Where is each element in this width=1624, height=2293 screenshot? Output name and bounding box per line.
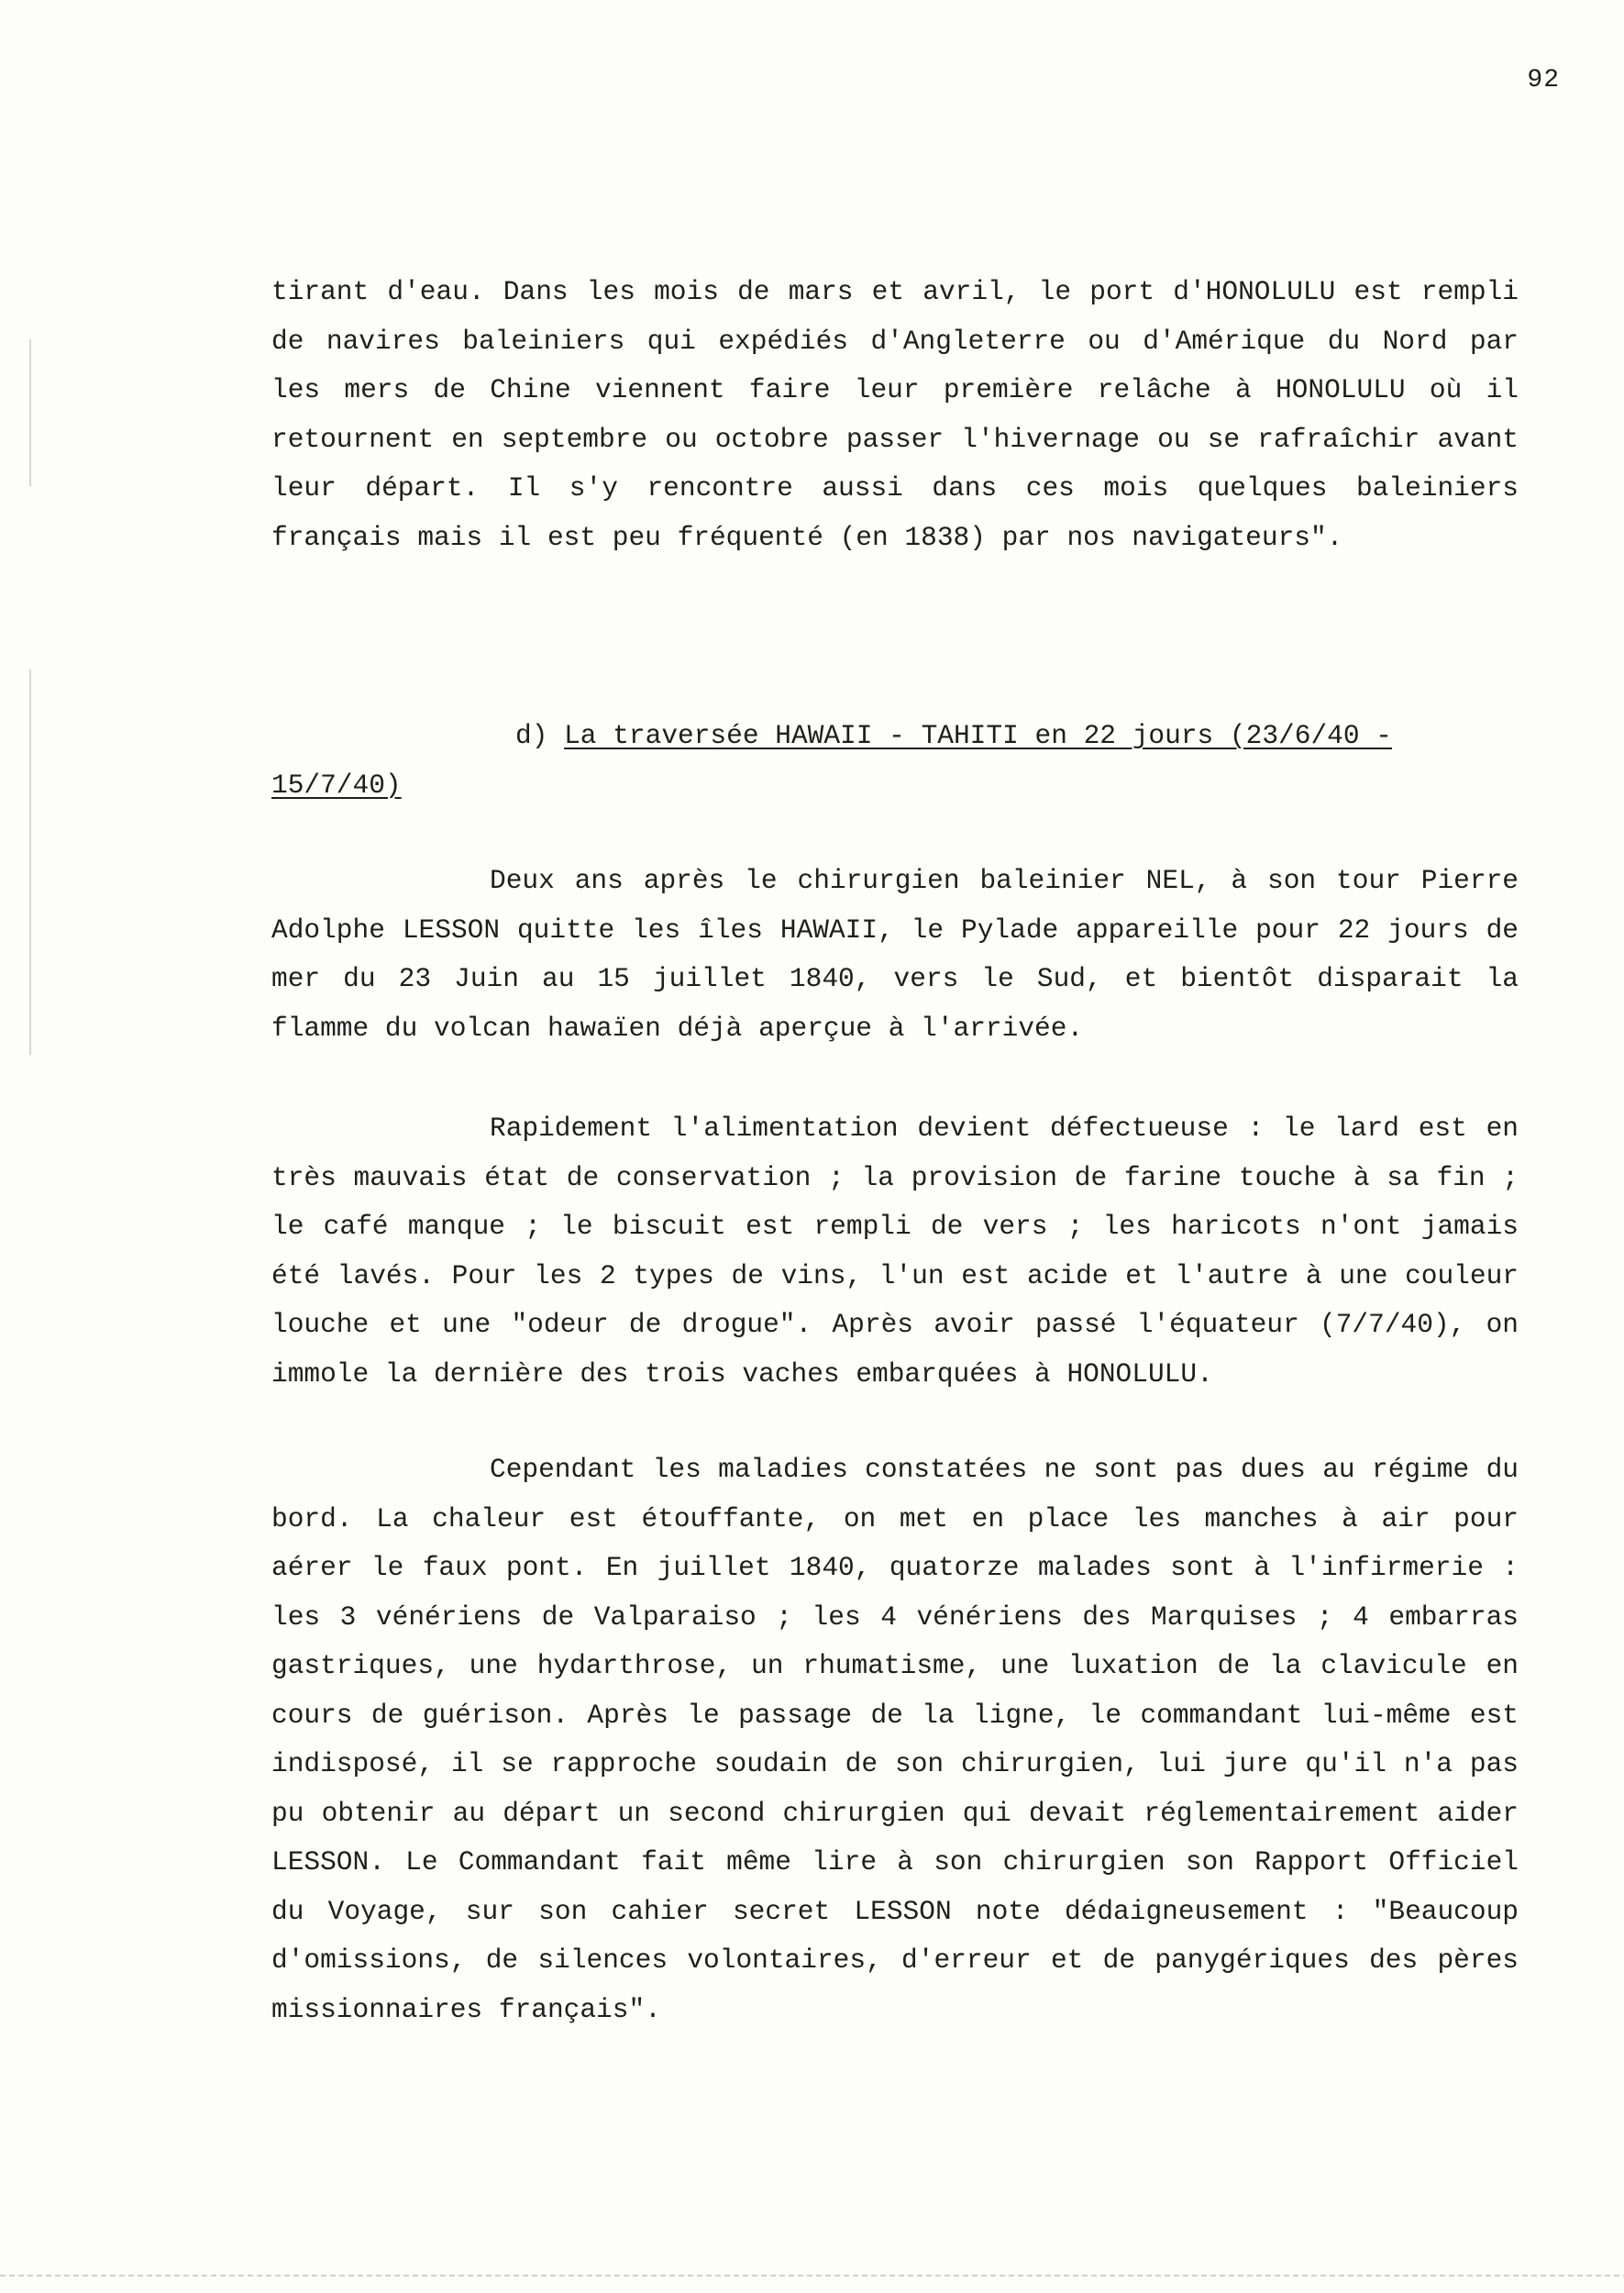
paragraph-text: Deux ans après le chirurgien baleinier NEL, à son tour Pierre Adolphe LESSON quitte les îles HAWAII, le Pylade appareille pour 22 jours de mer du 23 Juin au 15 juillet 1840, vers le Sud, et bientôt disparait la flamme du volcan hawaïen déjà aperçue à l'arrivée. — [271, 865, 1519, 1044]
section-heading — [271, 712, 1519, 810]
paragraph-food-supplies — [271, 1104, 1519, 1399]
paragraph-honolulu-port — [271, 268, 1519, 562]
scan-margin-mark — [29, 339, 31, 486]
page-number: 92 — [1527, 66, 1560, 94]
paragraph-text: Cependant les maladies constatées ne sont pas dues au régime du bord. La chaleur est étouffante, on met en place les manches à air pour aérer le faux pont. En juillet 1840, quatorze malades sont à l'infirmerie : les 3 vénériens de Valparaiso ; les 4 vénériens des Marquises ; 4 embarras gastriques, une hydarthrose, un rhumatisme, une luxation de la clavicule en cours de guérison. Après le passage de la ligne, le commandant lui-même est indisposé, il se rapproche soudain de son chirurgien, lui jure qu'il n'a pas pu obtenir au départ un second chirurgien qui devait réglementairement aider LESSON. Le Commandant fait même lire à son chirurgien son Rapport Officiel du Voyage, sur son cahier secret LESSON note dédaigneusement : "Beaucoup d'omissions, de silences volontaires, d'erreur et de panygériques des pères missionnaires français". — [271, 1454, 1519, 2025]
section-heading-title: La traversée HAWAII - TAHITI en 22 jours (23/6/40 - 15/7/40) — [271, 720, 1392, 801]
paragraph-departure — [271, 857, 1519, 1053]
scan-bottom-edge — [0, 2275, 1624, 2276]
section-heading-label: d) — [515, 720, 548, 751]
paragraph-text: tirant d'eau. Dans les mois de mars et avril, le port d'HONOLULU est rempli de navires baleiniers qui expédiés d'Angleterre ou d'Amérique du Nord par les mers de Chine viennent faire leur première relâche à HONOLULU où il retournent en septembre ou octobre passer l'hivernage ou se rafraîchir avant leur départ. Il s'y rencontre aussi dans ces mois quelques baleiniers français mais il est peu fréquenté (en 1838) par nos navigateurs". — [271, 276, 1519, 553]
scan-margin-mark — [29, 670, 31, 1055]
paragraph-text: Rapidement l'alimentation devient défectueuse : le lard est en très mauvais état de conservation ; la provision de farine touche à sa fin ; le café manque ; le biscuit est rempli de vers ; les haricots n'ont jamais été lavés. Pour les 2 types de vins, l'un est acide et l'autre à une couleur louche et une "odeur de drogue". Après avoir passé l'équateur (7/7/40), on immole la dernière des trois vaches embarquées à HONOLULU. — [271, 1113, 1519, 1390]
paragraph-illnesses — [271, 1446, 1519, 2034]
